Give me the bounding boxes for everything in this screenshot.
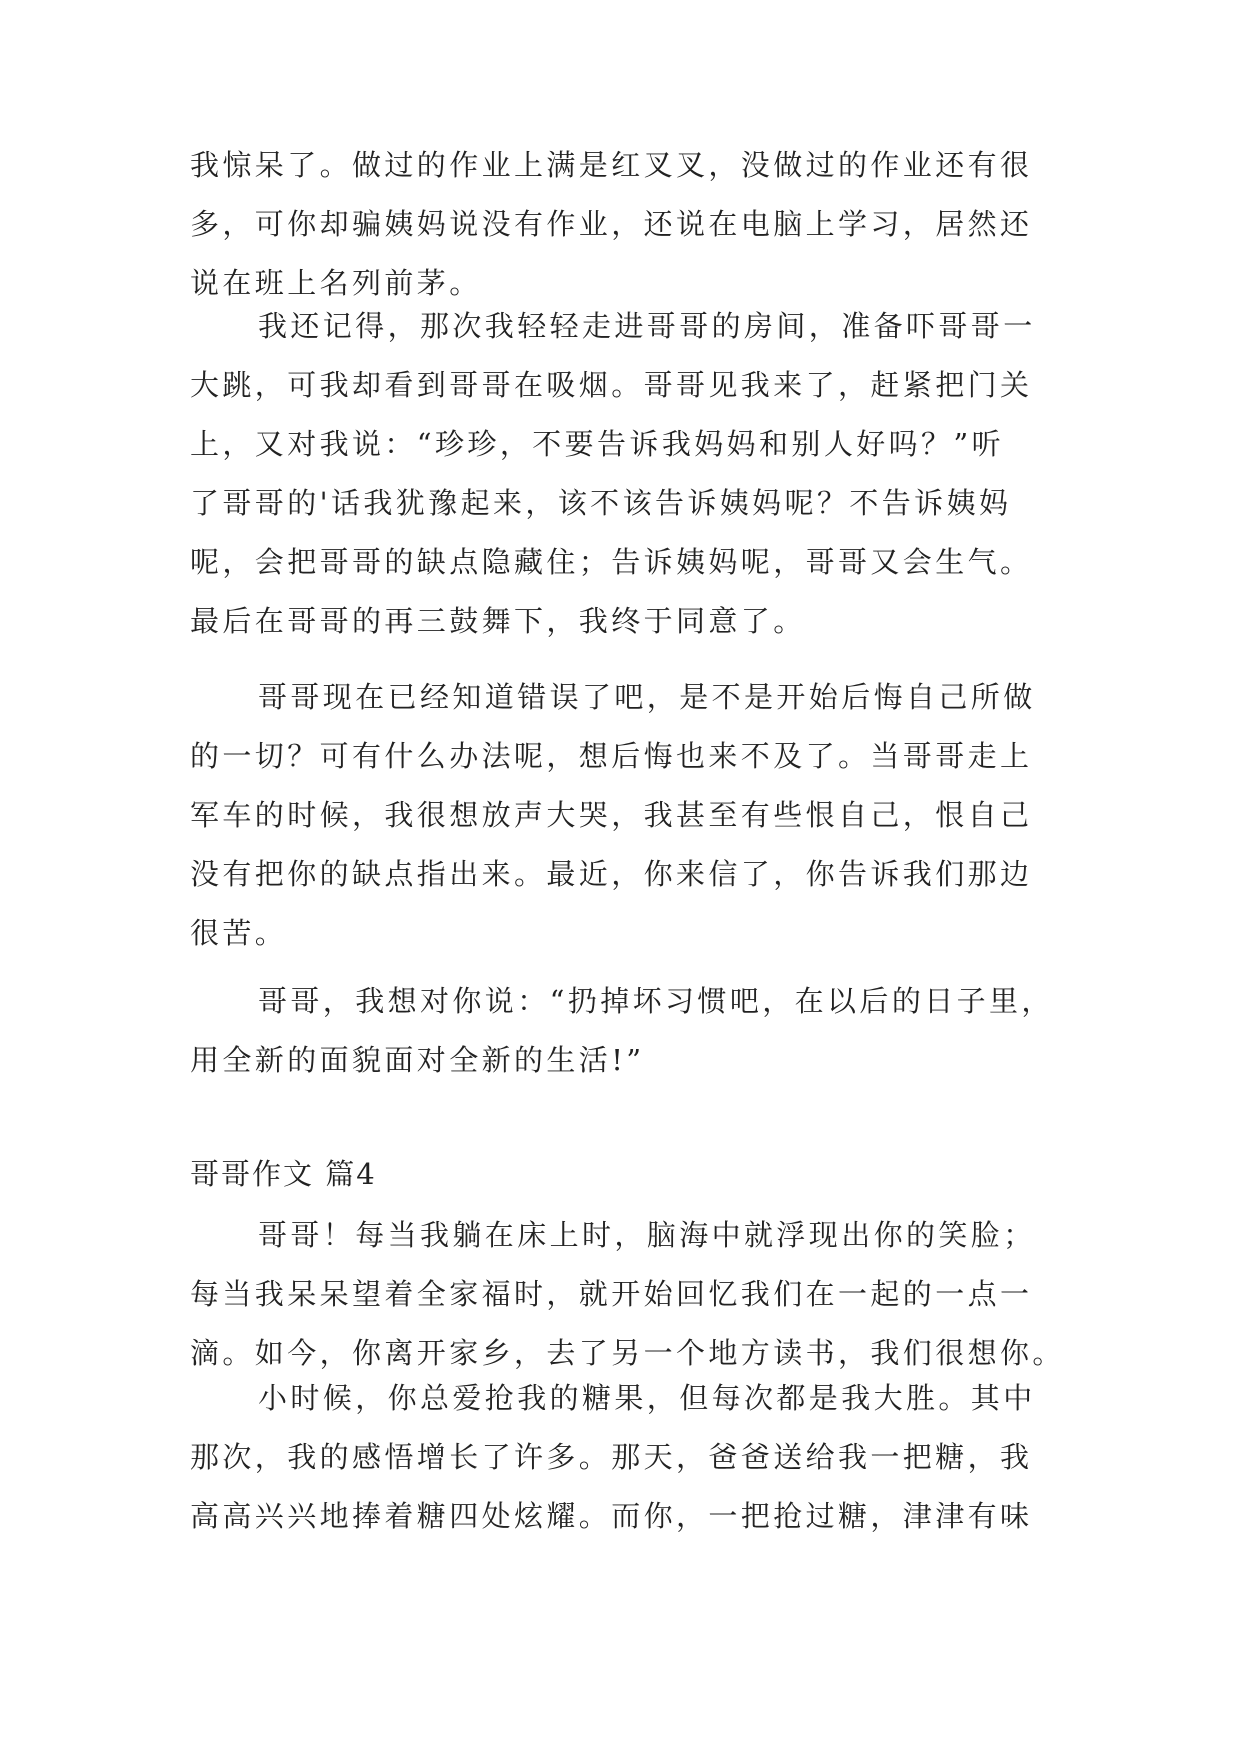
text-line: 哥哥！每当我躺在床上时，脑海中就浮现出你的笑脸；	[258, 1218, 1036, 1252]
text-line: 上，又对我说：“珍珍，不要告诉我妈妈和别人好吗？”听	[190, 427, 1005, 461]
text-line: 说在班上名列前茅。	[190, 266, 482, 300]
text-line: 了哥哥的'话我犹豫起来，该不该告诉姨妈呢？不告诉姨妈	[190, 486, 1012, 520]
text-line: 最后在哥哥的再三鼓舞下，我终于同意了。	[190, 604, 806, 638]
text-line: 小时候，你总爱抢我的糖果，但每次都是我大胜。其中	[258, 1381, 1036, 1415]
text-line: 那次，我的感悟增长了许多。那天，爸爸送给我一把糖，我	[190, 1440, 1033, 1474]
text-line: 没有把你的缺点指出来。最近，你来信了，你告诉我们那边	[190, 857, 1033, 891]
text-line: 我还记得，那次我轻轻走进哥哥的房间，准备吓哥哥一	[258, 309, 1036, 343]
text-line: 很苦。	[190, 916, 288, 950]
paragraph-missing-you	[190, 1206, 1075, 1383]
text-line: 多，可你却骗姨妈说没有作业，还说在电脑上学习，居然还	[190, 207, 1033, 241]
text-line: 哥哥现在已经知道错误了吧，是不是开始后悔自己所做	[258, 680, 1036, 714]
paragraph-closing	[190, 972, 1075, 1090]
section-heading	[190, 1145, 1075, 1204]
text-line: 哥哥，我想对你说：“扔掉坏习惯吧，在以后的日子里，	[258, 984, 1054, 1018]
paragraph-continuation	[190, 136, 1075, 313]
paragraph-regret	[190, 668, 1075, 963]
text-line: 滴。如今，你离开家乡，去了另一个地方读书，我们很想你。	[190, 1336, 1065, 1370]
text-line: 呢，会把哥哥的缺点隐藏住；告诉姨妈呢，哥哥又会生气。	[190, 545, 1033, 579]
text-line: 我惊呆了。做过的作业上满是红叉叉，没做过的作业还有很	[190, 148, 1033, 182]
text-line: 每当我呆呆望着全家福时，就开始回忆我们在一起的一点一	[190, 1277, 1033, 1311]
heading-text: 哥哥作文 篇4	[190, 1157, 377, 1191]
text-line: 高高兴兴地捧着糖四处炫耀。而你，一把抢过糖，津津有味	[190, 1499, 1033, 1533]
text-line: 军车的时候，我很想放声大哭，我甚至有些恨自己，恨自己	[190, 798, 1033, 832]
text-line: 大跳，可我却看到哥哥在吸烟。哥哥见我来了，赶紧把门关	[190, 368, 1033, 402]
text-line: 的一切？可有什么办法呢，想后悔也来不及了。当哥哥走上	[190, 739, 1033, 773]
paragraph-candy	[190, 1369, 1075, 1546]
paragraph-smoking	[190, 297, 1075, 651]
text-line: 用全新的面貌面对全新的生活!”	[190, 1043, 645, 1077]
